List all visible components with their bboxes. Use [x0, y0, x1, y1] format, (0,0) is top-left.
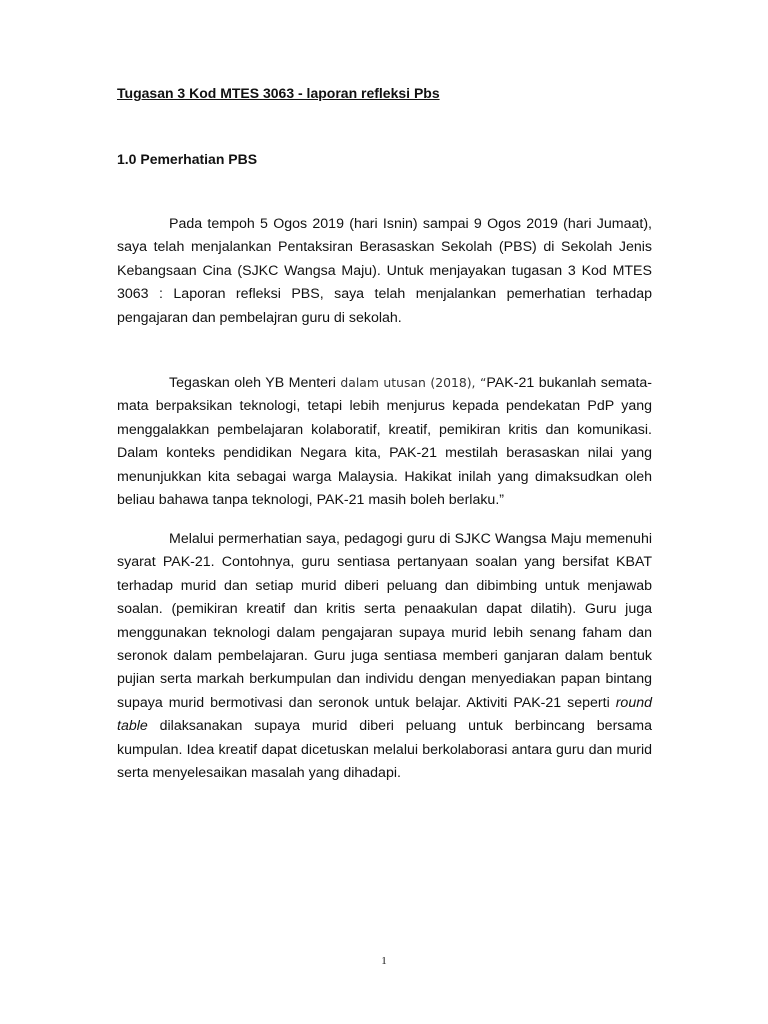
- paragraph-observation-period: Pada tempoh 5 Ogos 2019 (hari Isnin) sampai 9 Ogos 2019 (hari Jumaat), saya telah menjalankan Pentaksiran Berasaskan Sekolah (PBS) di Sekolah Jenis Kebangsaan Cina (SJKC Wangsa Maju). Untuk menjayakan tugasan 3 Kod MTES 3063 : Laporan refleksi PBS, saya telah menjalankan pemerhatian terhadap pengajaran dan pembelajran guru di sekolah.: [117, 216, 652, 326]
- pedagogy-text-b: dilaksanakan supaya murid diberi peluang untuk berbincang bersama kumpulan. Idea kreatif dapat dicetuskan melalui berkolaborasi antara guru dan murid serta menyelesaikan masalah yang dihadapi.: [117, 718, 652, 782]
- section-heading: 1.0 Pemerhatian PBS: [117, 151, 258, 167]
- quote-source-text: dalam utusan (2018), “: [335, 375, 487, 390]
- paragraph-minister-quote: [117, 371, 652, 512]
- paragraph-pedagogy-observation: [117, 528, 652, 785]
- quote-lead-text: Tegaskan oleh YB Menteri: [169, 375, 336, 391]
- document-title: Tugasan 3 Kod MTES 3063 - laporan refleksi Pbs: [117, 85, 440, 101]
- quote-body-text: PAK-21 bukanlah semata-mata berpaksikan teknologi, tetapi lebih menjurus kepada pendekatan PdP yang menggalakkan pembelajaran kolaboratif, kreatif, pemikiran kritis dan komunikasi. Dalam konteks pendidikan Negara kita, PAK-21 mestilah berasaskan nilai yang menunjukkan kita sebagai warga Malaysia. Hakikat inilah yang dimaksudkan oleh beliau bahawa tanpa teknologi, PAK-21 masih boleh berlaku.”: [117, 375, 653, 509]
- pedagogy-italic-term: round table: [117, 694, 652, 735]
- page-number: 1: [381, 955, 387, 967]
- pedagogy-text-a: Melalui permerhatian saya, pedagogi guru di SJKC Wangsa Maju memenuhi syarat PAK-21. Contohnya, guru sentiasa pertanyaan soalan yang bersifat KBAT terhadap murid dan setiap murid diberi peluang dan dibimbing untuk menjawab soalan. (pemikiran kreatif dan kritis serta penaakulan dapat dilatih). Guru juga menggunakan teknologi dalam pengajaran supaya murid lebih senang faham dan seronok dalam pembelajaran. Guru juga sentiasa memberi ganjaran dalam bentuk pujian serta markah berkumpulan dan individu dengan menyediakan papan bintang supaya murid bermotivasi dan seronok untuk belajar. Aktiviti PAK-21 seperti: [117, 531, 652, 711]
